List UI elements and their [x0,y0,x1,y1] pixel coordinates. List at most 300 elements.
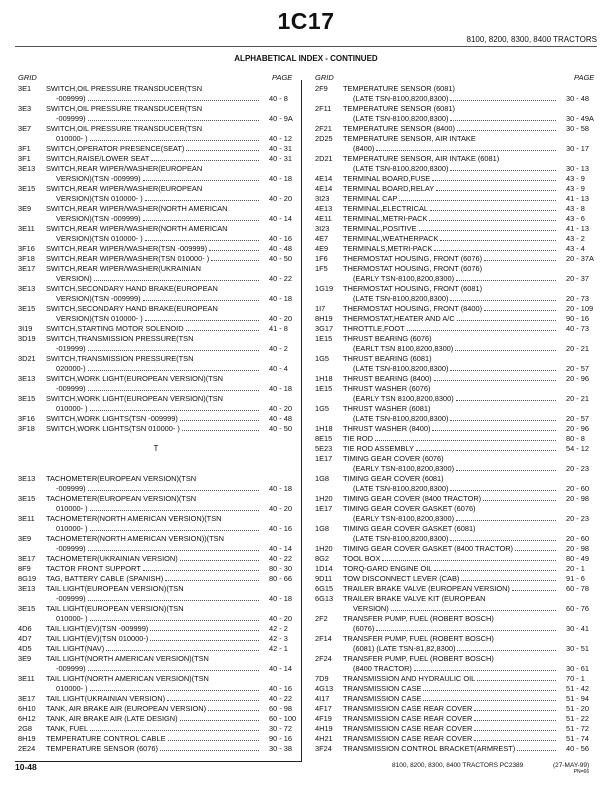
entry-label: TIMING GEAR COVER GASKET (8400 TRACTOR) [343,544,514,553]
index-entry [312,544,594,554]
entry-line [312,564,594,574]
entry-line [312,244,594,254]
dot-leader [90,724,259,731]
page-ref: 20 - 60 [566,484,590,493]
page-ref: 40 - 20 [269,404,293,413]
entry-line [15,474,297,484]
entry-text [46,414,259,424]
dot-leader [456,394,556,401]
entry-text [343,324,556,334]
entry-label: -009999) [56,94,86,103]
grid-ref: 1G8 [315,474,329,483]
index-entry [312,234,594,244]
entry-label: TIE ROD [343,434,373,443]
grid-ref: 3E9 [18,654,32,663]
entry-line [312,164,594,174]
entry-label: (EARLY TSN 8100,8200,8300) [353,394,454,403]
index-entry [312,504,594,524]
entry-label: THRUST WASHER (8400) [343,424,431,433]
grid-ref: 4D5 [18,644,32,653]
entry-line [312,404,594,414]
entry-text [46,84,259,94]
index-entry [312,524,594,544]
spacer [15,454,297,464]
index-entry [15,374,297,394]
entry-text [343,84,556,94]
entry-text [46,634,259,644]
dot-leader [434,244,556,251]
entry-label: TEMPERATURE CONTROL CABLE [46,734,166,743]
index-entry [312,724,594,734]
grid-ref: 3E3 [18,104,32,113]
grid-ref: 3I19 [18,324,33,333]
index-entry [312,384,594,404]
entry-label: TAIL LIGHT(EV)(TSN 010000-) [46,634,149,643]
dot-leader [88,594,259,601]
index-entry [312,374,594,384]
entry-text [353,114,556,124]
dot-leader [432,174,556,181]
entry-label: SWITCH,RAISE/LOWER SEAT [46,154,150,163]
index-entry [15,254,297,264]
page-ref: 90 - 16 [269,734,293,743]
entry-text [343,424,556,434]
top-rule [15,46,597,47]
entry-line [312,514,594,524]
dot-leader [450,364,556,371]
dot-leader [455,344,556,351]
entry-line [15,354,297,364]
dot-leader [180,414,259,421]
grid-ref: 4E11 [315,214,332,223]
page-ref: 51 - 22 [566,714,590,723]
index-entry [15,244,297,254]
dot-leader [94,274,259,281]
entry-text [353,624,556,634]
dot-leader [457,124,556,131]
entry-text [46,704,259,714]
entry-text [56,504,259,514]
page-ref: 40 - 20 [269,504,293,513]
entry-label: TAIL LIGHT(EUROPEAN VERSION)(TSN [46,604,184,613]
entry-label: TEMPERATURE SENSOR (6081) [343,104,455,113]
entry-label: SWITCH,WORK LIGHTS(TSN -009999) [46,414,178,423]
grid-ref: 3E15 [18,184,36,193]
entry-line [15,654,297,664]
index-entry [15,554,297,564]
entry-line [15,414,297,424]
grid-ref: 3F24 [315,744,332,753]
page-ref: 51 - 74 [566,734,590,743]
entry-label: (LATE TSN-8100,8200,8300) [353,114,449,123]
entry-label: VERSION)(TSN 010000- ) [56,314,143,323]
entry-line [312,324,594,334]
entry-label: TRANSFER PUMP, FUEL (ROBERT BOSCH) [343,654,494,663]
entry-line [15,714,297,724]
dot-leader [90,404,259,411]
dot-leader [186,324,259,331]
dot-leader [209,244,259,251]
entry-text [343,494,556,504]
dot-leader [208,704,259,711]
entry-text [56,614,259,624]
entry-label: TEMPERATURE SENSOR (6076) [46,744,158,753]
entry-label: THRUST WASHER (6081) [343,404,431,413]
page-ref: 20 - 21 [566,344,590,353]
bottom-rule [15,761,302,762]
index-entry [15,424,297,434]
grid-ref: 1E17 [315,504,333,513]
index-entry [312,264,594,284]
entry-text [46,644,259,654]
entry-text [343,674,556,684]
grid-ref: 3F16 [18,414,35,423]
entry-line [15,224,297,234]
entry-label: SWITCH,OIL PRESSURE TRANSDUCER(TSN [46,104,203,113]
entry-text [343,614,556,624]
dot-leader [483,494,556,501]
entry-label: SWITCH,REAR WIPER/WASHER(EUROPEAN [46,184,203,193]
index-entry [15,724,297,734]
entry-text [343,474,556,484]
entry-line [312,394,594,404]
dot-leader [143,294,259,301]
entry-text [46,744,259,754]
entry-line [15,704,297,714]
entry-line [15,84,297,94]
index-column-left [15,84,297,754]
index-entry [312,564,594,574]
page-ref: 80 - 66 [269,574,293,583]
entry-text [46,224,259,234]
index-entry [312,214,594,224]
entry-text [343,304,556,314]
dot-leader [151,154,259,161]
page-ref: 40 - 14 [269,664,293,673]
entry-line [15,494,297,504]
entry-line [312,334,594,344]
entry-label: THRUST BEARING (6081) [343,354,432,363]
entry-line [15,294,297,304]
entry-line [15,134,297,144]
entry-line [15,684,297,694]
grid-ref: 1E15 [315,334,333,343]
entry-label: (EARLY TSN-8100,8200,8300) [353,514,455,523]
index-entry [312,494,594,504]
entry-text [56,174,259,184]
page-ref: 60 - 76 [566,604,590,613]
entry-text [353,94,556,104]
dot-leader [423,684,556,691]
entry-label: SWITCH,WORK LIGHT(EUROPEAN VERSION)(TSN [46,374,223,383]
dot-leader [143,214,259,221]
page-ref: 91 - 6 [566,574,585,583]
entry-text [46,244,259,254]
page-ref: 40 - 18 [269,594,293,603]
footer-models: 8100, 8200, 8300, 8400 TRACTORS PC2389 [392,762,524,769]
entry-line [312,384,594,394]
index-entry [15,694,297,704]
entry-text [56,594,259,604]
entry-label: SWITCH,REAR WIPER/WASHER(NORTH AMERICAN [46,204,228,213]
page-ref: 30 - 51 [566,644,590,653]
index-entry [15,324,297,334]
entry-label: THROTTLE,FOOT [343,324,405,333]
page-ref: 40 - 56 [566,744,590,753]
index-entry [312,554,594,564]
index-entry [312,714,594,724]
entry-line [15,284,297,294]
grid-ref: 1F6 [315,254,328,263]
entry-line [312,374,594,384]
grid-ref: 2D25 [315,134,333,143]
entry-line [312,724,594,734]
page-ref: 51 - 72 [566,724,590,733]
dot-leader [457,644,556,651]
grid-ref: 3E15 [18,394,36,403]
page-ref: 40 - 22 [269,554,293,563]
grid-ref: 1H20 [315,544,333,553]
index-entry [15,414,297,424]
entry-line [15,114,297,124]
entry-label: VERSION)(TSN 010000- ) [56,194,143,203]
index-entry [312,304,594,314]
entry-text [56,294,259,304]
entry-label: (EARLT TSN 8100,8200,8300) [353,344,454,353]
entry-line [312,734,594,744]
entry-text [343,734,556,744]
entry-line [312,104,594,114]
page-ref: 80 - 30 [269,564,293,573]
entry-text [353,414,556,424]
page-ref: 40 - 16 [269,234,293,243]
entry-label: SWITCH,STARTING MOTOR SOLENOID [46,324,184,333]
entry-line [312,224,594,234]
grid-ref: 3D19 [18,334,36,343]
dot-leader [456,514,556,521]
entry-text [46,694,259,704]
entry-label: 010000- ) [56,404,88,413]
index-entry [15,84,297,104]
entry-text [56,94,259,104]
page-ref: 30 - 38 [269,744,293,753]
dot-leader [160,744,259,751]
dot-leader [90,134,259,141]
entry-text [46,424,259,434]
grid-ref: 3E9 [18,534,32,543]
entry-label: VERSION)(TSN 010000- ) [56,234,143,243]
entry-line [15,584,297,594]
entry-text [56,274,259,284]
entry-line [15,624,297,634]
section-letter: T [153,444,159,453]
entry-line [15,194,297,204]
page-ref: 40 - 12 [269,134,293,143]
entry-label: SWITCH,REAR WIPER/WASHER(EUROPEAN [46,164,203,173]
page-ref: 30 - 49A [566,114,594,123]
index-entry [15,734,297,744]
entry-label: TACHOMETER(UKRAINIAN VERSION) [46,554,178,563]
index-entry [312,244,594,254]
page-ref: 20 - 73 [566,294,590,303]
index-entry [15,744,297,754]
page-ref: 40 - 16 [269,684,293,693]
entry-line [312,704,594,714]
index-entry [15,334,297,354]
page-ref: 30 - 48 [566,94,590,103]
entry-line [15,694,297,704]
entry-line [15,534,297,544]
index-entry [312,574,594,584]
entry-line [15,484,297,494]
page-ref: 40 - 18 [269,294,293,303]
grid-ref: 3E13 [18,474,36,483]
grid-ref: 4E7 [315,234,329,243]
entry-label: VERSION)(TSN -009999) [56,294,141,303]
entry-line [15,644,297,654]
entry-line [312,524,594,534]
entry-text [353,394,556,404]
entry-label: TACTOR FRONT SUPPORT [46,564,141,573]
entry-line [15,264,297,274]
dot-leader [477,674,556,681]
entry-label: TACHOMETER(NORTH AMERICAN VERSION)(TSN [46,514,222,523]
section-heading: ALPHABETICAL INDEX - CONTINUED [234,54,378,63]
dot-leader [423,694,556,701]
entry-text [56,384,259,394]
entry-text [46,604,259,614]
index-entry [312,674,594,684]
dot-leader [375,434,556,441]
entry-text [343,684,556,694]
index-entry [15,224,297,244]
entry-label: TANK, AIR BRAKE AIR (EUROPEAN VERSION) [46,704,207,713]
page-ref: 42 - 3 [269,634,288,643]
entry-text [46,574,259,584]
page-ref: 70 - 1 [566,674,585,683]
grid-ref: 3E13 [18,584,36,593]
entry-line [312,534,594,544]
entry-label: (EARLY TSN-8100,8200,8300) [353,274,455,283]
grid-ref: 3E15 [18,604,36,613]
index-entry [312,104,594,124]
entry-line [312,364,594,374]
entry-label: THERMOSTAT HOUSING, FRONT (8400) [343,304,483,313]
page-ref: 51 - 20 [566,704,590,713]
entry-line [312,574,594,584]
entry-text [56,194,259,204]
grid-ref: 3F18 [18,424,35,433]
dot-leader [90,524,259,531]
spacer [15,464,297,474]
grid-ref: 8E15 [315,434,333,443]
grid-ref: 2D21 [315,154,333,163]
entry-text [353,464,556,474]
grid-ref: 3G17 [315,324,334,333]
dot-leader [450,534,556,541]
entry-label: (6076) [353,624,375,633]
grid-ref: 4D7 [18,634,32,643]
entry-text [343,704,556,714]
grid-ref: 1H18 [315,424,333,433]
entry-label: TERMINAL,POSITIVE [343,224,417,233]
entry-line [15,634,297,644]
dot-leader [168,734,260,741]
entry-label: 010000- ) [56,524,88,533]
index-entry [15,584,297,604]
dot-leader [414,664,556,671]
dot-leader [143,564,259,571]
entry-text [46,374,259,384]
index-entry [15,624,297,634]
entry-text [46,724,259,734]
entry-text [353,644,556,654]
page-ref: 51 - 94 [566,694,590,703]
grid-ref: 1G5 [315,354,329,363]
grid-ref: 2F2 [315,614,328,623]
entry-label: (EARLY TSN-8100,8200,8300) [353,464,455,473]
entry-line [312,614,594,624]
grid-ref: 2G8 [18,724,32,733]
entry-label: TAIL LIGHT(NORTH AMERICAN VERSION)(TSN [46,654,209,663]
index-entry [312,314,594,324]
page-ref: 40 - 50 [269,424,293,433]
entry-text [353,164,556,174]
entry-label: TERMINAL CAP [343,194,398,203]
dot-leader [88,114,259,121]
index-entry [15,264,297,284]
entry-line [15,594,297,604]
entry-label: -009999) [56,594,86,603]
entry-line [15,384,297,394]
index-entry [15,534,297,554]
entry-label: TRANSMISSION CASE [343,694,422,703]
entry-text [46,474,259,484]
entry-line [312,234,594,244]
entry-line [15,124,297,134]
entry-text [56,344,259,354]
grid-ref: 1E17 [315,454,333,463]
entry-label: (LATE TSN-8100,8200,8300) [353,164,449,173]
dot-leader [416,444,556,451]
page-ref: 41 - 8 [269,324,288,333]
entry-label: -009999) [56,114,86,123]
entry-line [312,184,594,194]
entry-line [15,564,297,574]
index-entry [15,204,297,224]
page-ref: 40 - 18 [269,384,293,393]
page-ref: 43 - 9 [566,174,585,183]
entry-text [343,454,556,464]
entry-line [312,634,594,644]
index-entry [15,144,297,154]
entry-text [343,434,556,444]
entry-label: TRAILER BRAKE VALVE KIT (EUROPEAN [343,594,486,603]
entry-text [46,164,259,174]
page-ref: 30 - 61 [566,664,590,673]
entry-line [15,274,297,284]
index-entry [312,204,594,214]
dot-leader [434,564,556,571]
dot-leader [484,304,556,311]
entry-line [15,164,297,174]
entry-text [46,494,259,504]
index-entry [312,254,594,264]
entry-text [343,174,556,184]
entry-text [46,284,259,294]
page-ref: 30 - 72 [269,724,293,733]
entry-label: TRANSMISSION CASE REAR COVER [343,714,473,723]
